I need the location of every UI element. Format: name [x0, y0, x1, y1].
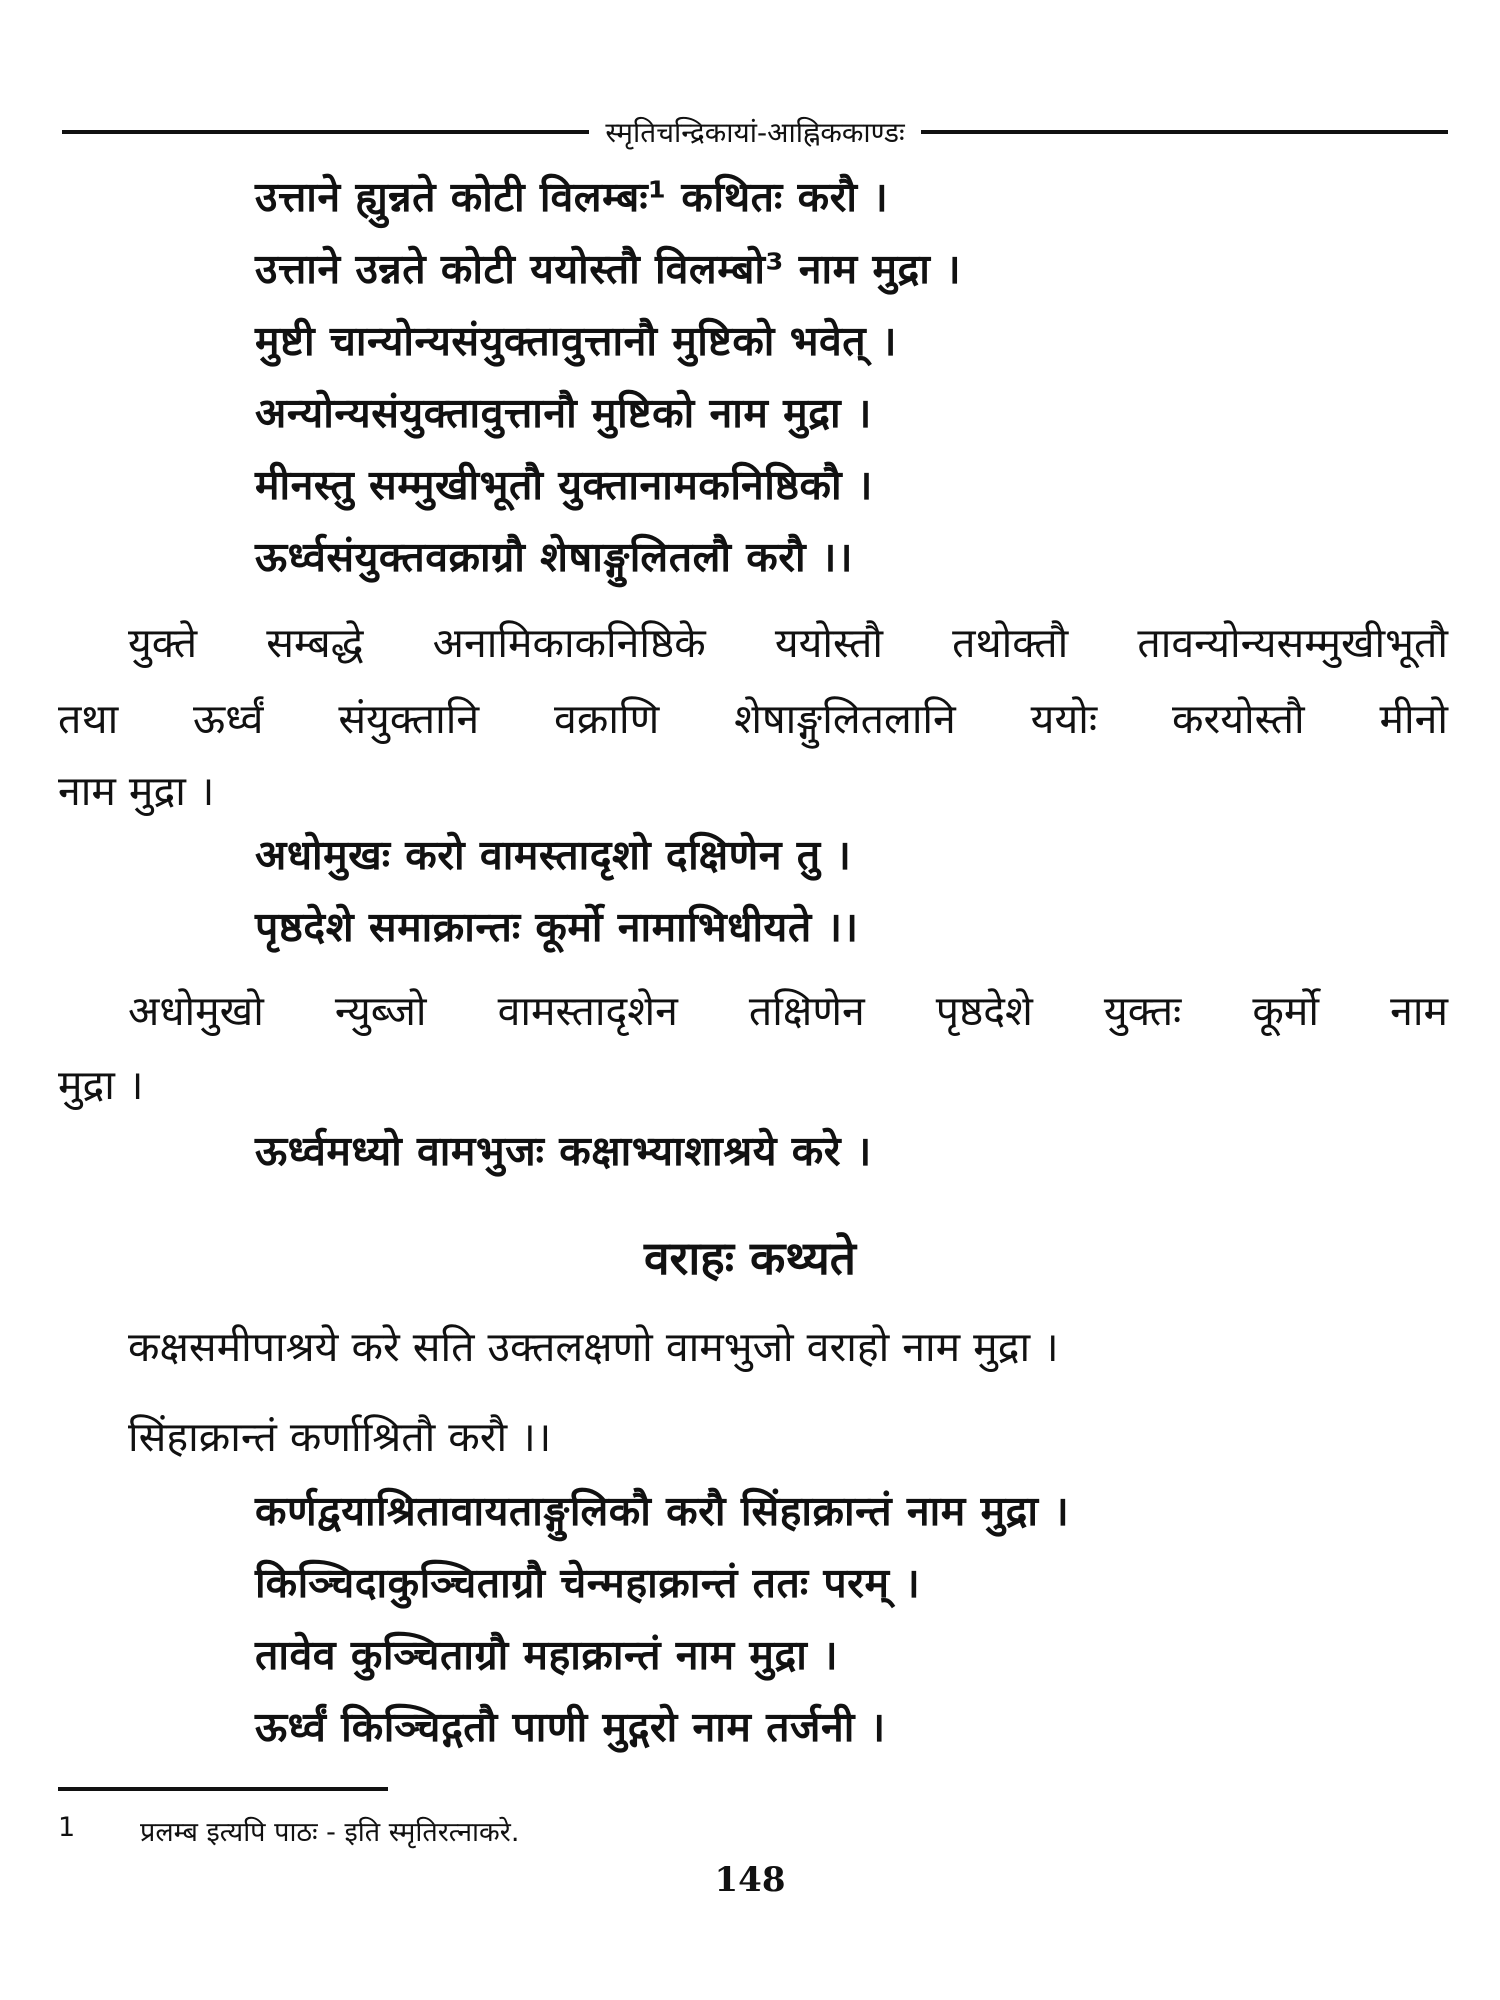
- commentary-line: नाम मुद्रा ।: [58, 767, 215, 815]
- commentary-line: तथा ऊर्ध्वं संयुक्तानि वक्राणि शेषाङ्गुलितलानि ययोः करयोस्तौ मीनो: [58, 695, 1448, 743]
- footnote-text: प्रलम्ब इत्यपि पाठः - इति स्मृतिरत्नाकरे.: [140, 1817, 520, 1848]
- verse-line: मीनस्तु सम्मुखीभूतौ युक्तानामकनिष्ठिकौ ।: [255, 461, 873, 509]
- verse-line: ऊर्ध्वं किञ्चिद्गतौ पाणी मुद्गरो नाम तर्जनी ।: [255, 1703, 886, 1751]
- verse-line: पृष्ठदेशे समाक्रान्तः कूर्मो नामाभिधीयते ।।: [255, 903, 859, 951]
- footnote-number: 1: [58, 1812, 76, 1843]
- commentary-line: मुद्रा ।: [58, 1061, 144, 1109]
- verse-line: मुष्टी चान्योन्यसंयुक्तावुत्तानौ मुष्टिको भवेत् ।: [255, 317, 897, 365]
- verse-line: ऊर्ध्वसंयुक्तवक्राग्रौ शेषाङ्गुलितलौ करौ ।।: [255, 533, 854, 581]
- header-title: स्मृतिचन्द्रिकायां-आह्निककाण्डः: [605, 116, 905, 149]
- verse-line: उत्ताने उन्नते कोटी ययोस्तौ विलम्बो³ नाम मुद्रा ।: [255, 245, 962, 293]
- verse-line: कर्णद्वयाश्रितावायताङ्गुलिकौ करौ सिंहाक्रान्तं नाम मुद्रा ।: [255, 1487, 1070, 1535]
- verse-line: अधोमुखः करो वामस्तादृशो दक्षिणेन तु ।: [255, 831, 852, 879]
- header-rule-right: [921, 130, 1448, 134]
- verse-line: किञ्चिदाकुञ्चिताग्रौ चेन्महाक्रान्तं ततः परम् ।: [255, 1559, 921, 1607]
- verse-line: तावेव कुञ्चिताग्रौ महाक्रान्तं नाम मुद्रा ।: [255, 1631, 839, 1679]
- header-rule-left: [62, 130, 589, 134]
- commentary-line: अधोमुखो न्युब्जो वामस्तादृशेन तक्षिणेन पृष्ठदेशे युक्तः कूर्मो नाम: [128, 987, 1448, 1035]
- section-heading: वराहः कथ्यते: [643, 1231, 857, 1285]
- page-number: 148: [714, 1860, 786, 1900]
- verse-line: अन्योन्यसंयुक्तावुत्तानौ मुष्टिको नाम मुद्रा ।: [255, 389, 872, 437]
- verse-line: उत्ताने ह्युन्नते कोटी विलम्बः¹ कथितः करौ ।: [255, 173, 889, 221]
- commentary-line: युक्ते सम्बद्धे अनामिकाकनिष्ठिके ययोस्तौ तथोक्तौ तावन्योन्यसम्मुखीभूतौ: [128, 619, 1448, 667]
- footnote-rule: [58, 1787, 388, 1791]
- running-header: [62, 112, 1448, 152]
- commentary-line: कक्षसमीपाश्रये करे सति उक्तलक्षणो वामभुजो वराहो नाम मुद्रा ।: [128, 1323, 1059, 1371]
- verse-line: ऊर्ध्वमध्यो वामभुजः कक्षाभ्याशाश्रये करे ।: [255, 1127, 872, 1175]
- commentary-line: सिंहाक्रान्तं कर्णाश्रितौ करौ ।।: [128, 1413, 552, 1461]
